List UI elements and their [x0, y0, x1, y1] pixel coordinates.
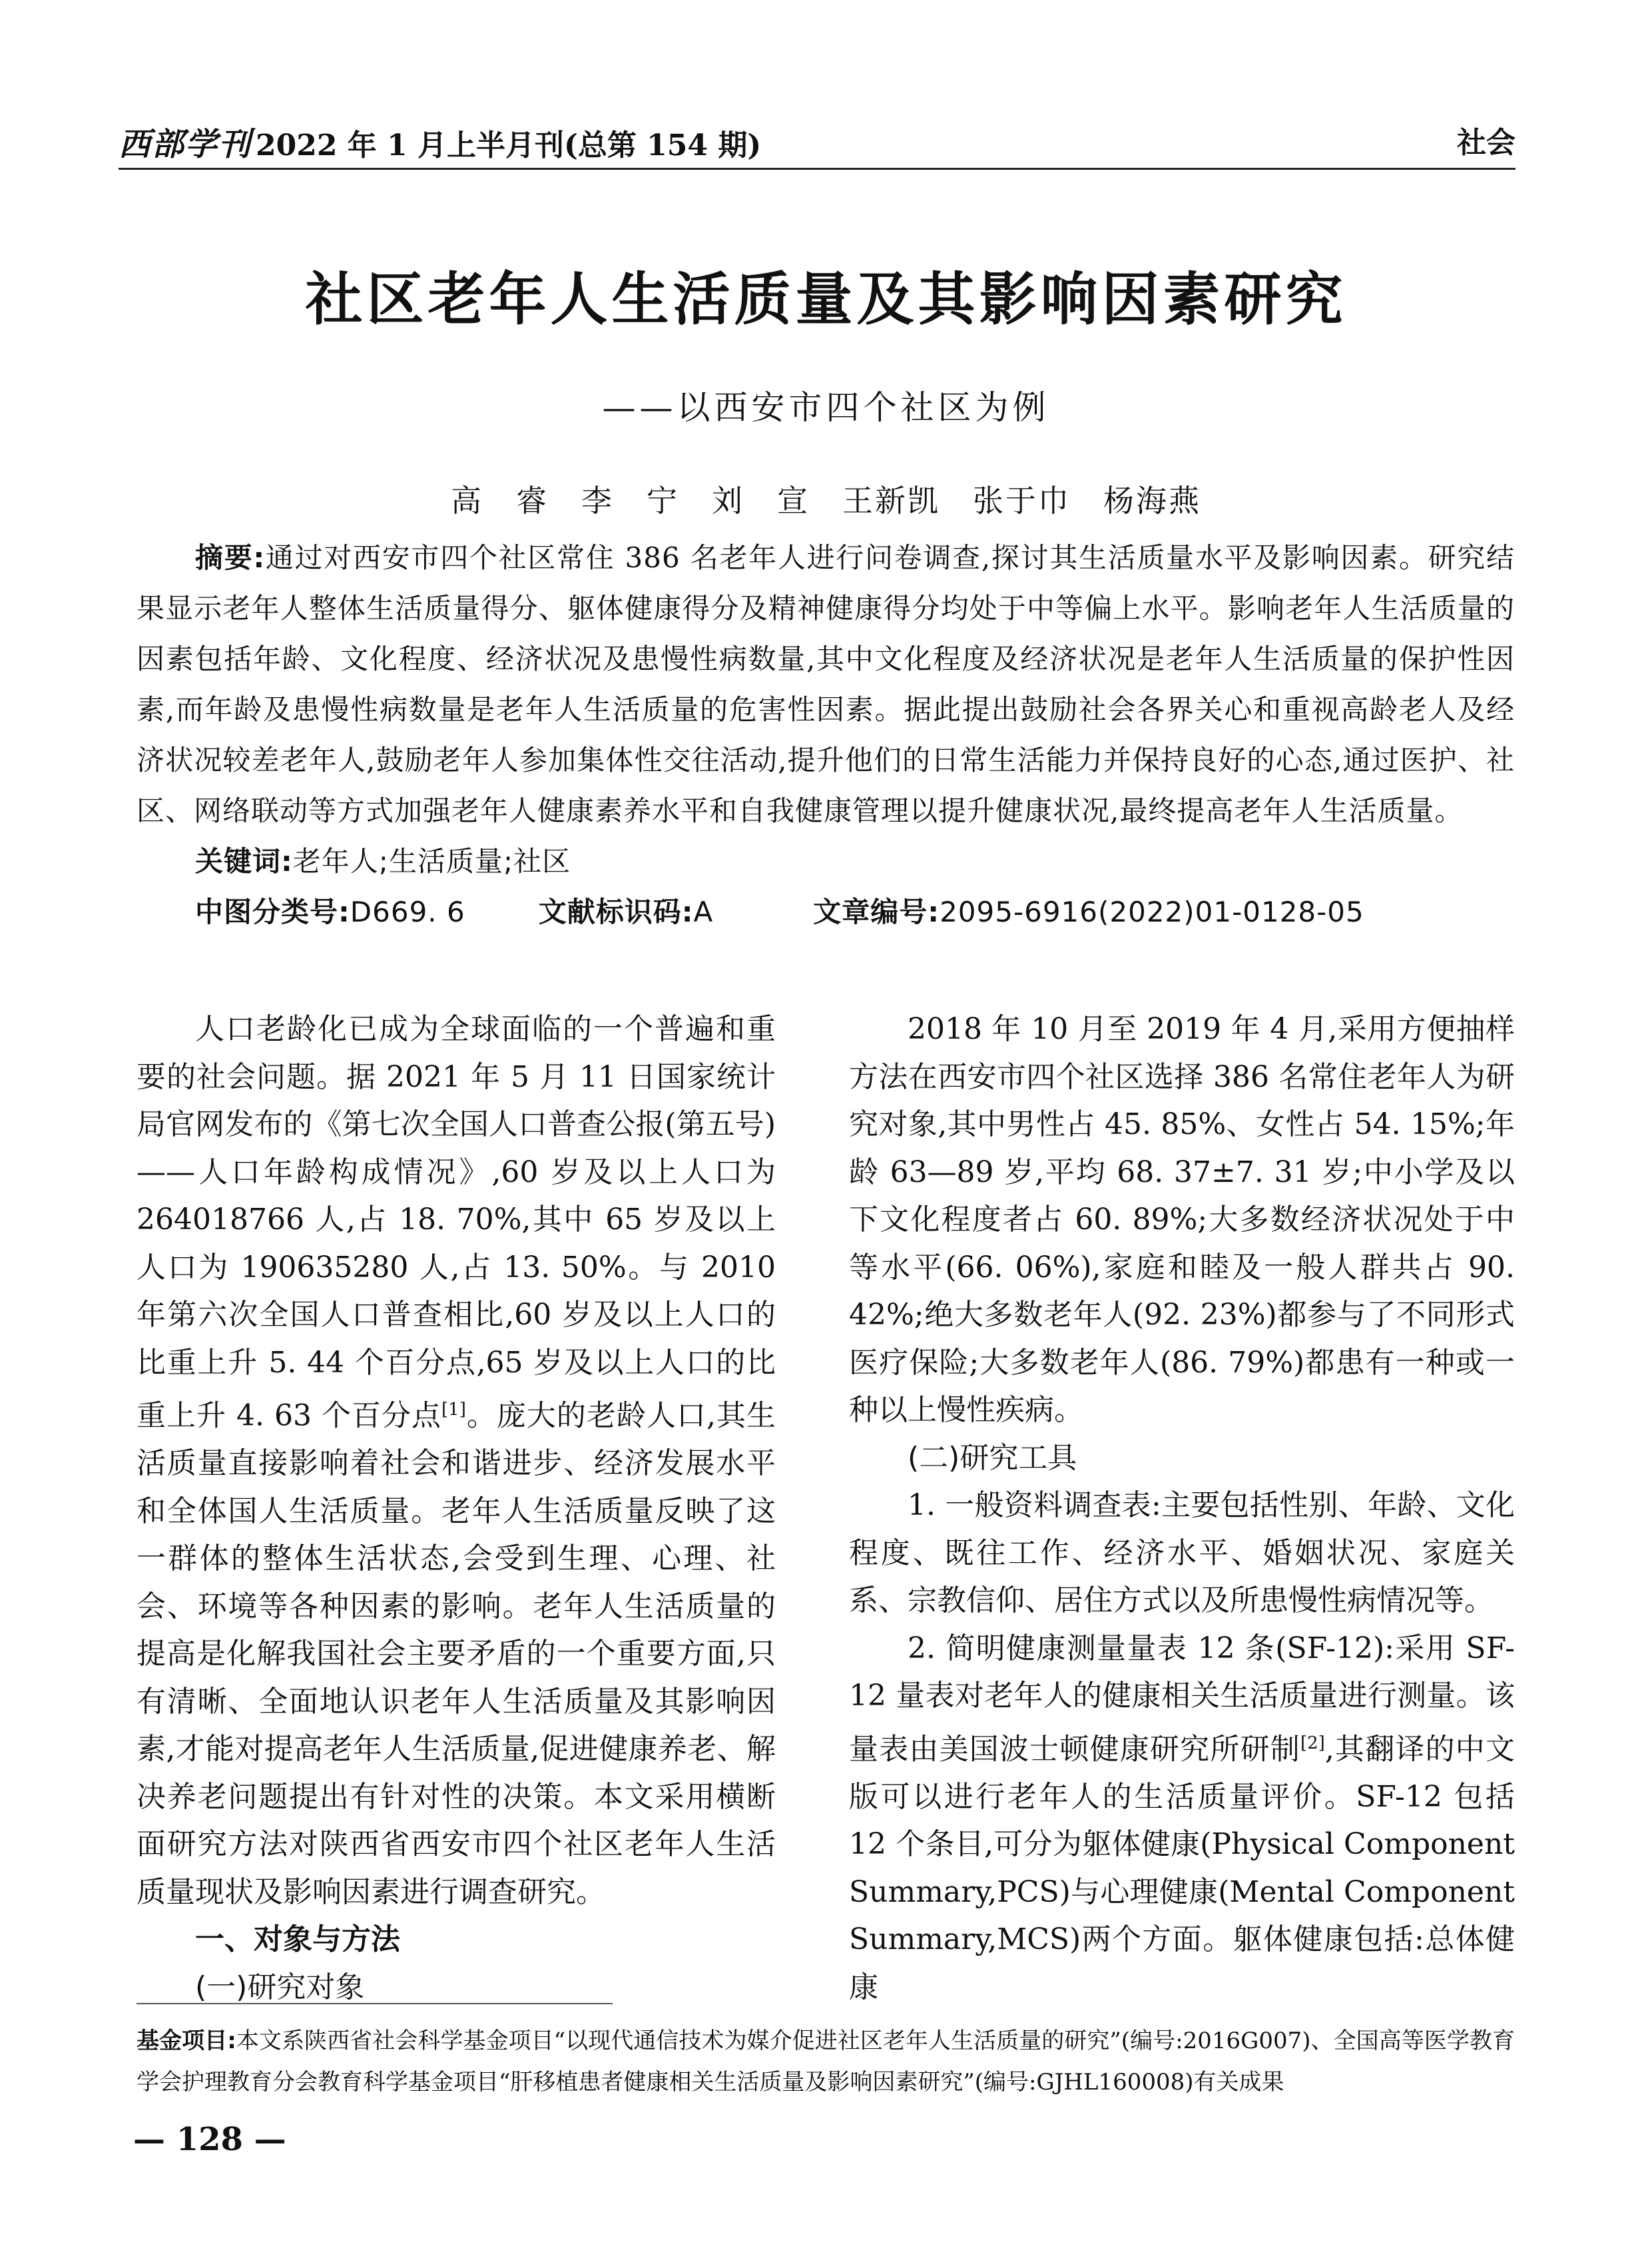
section-label: 社会 — [1457, 126, 1515, 160]
doc-code-label: 文献标识码: — [538, 896, 694, 928]
abstract-block — [137, 533, 1515, 938]
journal-header — [119, 119, 761, 164]
footnote-label: 基金项目: — [137, 2028, 236, 2054]
article-authors: 高 睿 李 宁 刘 宣 王新凯 张于巾 杨海燕 — [451, 483, 1201, 519]
keywords-text: 老年人;生活质量;社区 — [292, 845, 571, 878]
intro-text: 人口老龄化已成为全球面临的一个普遍和重要的社会问题。据 2021 年 5 月 11 日国家统计局官网发布的《第七次全国人口普查公报(第五号)——人口年龄构成情况》,60 岁及以上人口为 264018766 人,占 18. 70%,其中 65 岁及以上人口为 190635280 人,占 13. 50%。与 2010 年第六次全国人口普查相比,60 岁及以上人口的比重上升 5. 44 个百分点,65 岁及以上人口的比重上升 4. 63 个百分点 — [137, 1012, 776, 1433]
subsection-heading-2: (二)研究工具 — [908, 1440, 1077, 1475]
abstract-text: 通过对西安市四个社区常住 386 名老年人进行问卷调查,探讨其生活质量水平及影响因素。研究结果显示老年人整体生活质量得分、躯体健康得分及精神健康得分均处于中等偏上水平。影响老年人生活质量的因素包括年龄、文化程度、经济状况及患慢性病数量,其中文化程度及经济状况是老年人生活质量的保护性因素,而年龄及患慢性病数量是老年人生活质量的危害性因素。据此提出鼓励社会各界关心和重视高龄老人及经济状况较差老年人,鼓励老年人参加集体性交往活动,提升他们的日常生活能力并保持良好的心态,通过医护、社区、网络联动等方式加强老年人健康素养水平和自我健康管理以提升健康状况,最终提高老年人生活质量。 — [137, 541, 1515, 827]
clc-value: D669. 6 — [350, 896, 465, 928]
tool-2-text: 2. 简明健康测量量表 12 条(SF-12):采用 SF-12 量表对老年人的健康相关生活质量进行测量。该量表由美国波士顿健康研究所研制 — [849, 1631, 1515, 1767]
right-column — [849, 1005, 1515, 2011]
intro-text-tail: 。庞大的老龄人口,其生活质量直接影响着社会和谐进步、经济发展水平和全体国人生活质量。老年人生活质量反映了这一群体的整体生活状态,会受到生理、心理、社会、环境等各种因素的影响。老年人生活质量的提高是化解我国社会主要矛盾的一个重要方面,只有清晰、全面地认识老年人生活质量及其影响因素,才能对提高老年人生活质量,促进健康养老、解决养老问题提出有针对性的决策。本文采用横断面研究方法对陕西省西安市四个社区老年人生活质量现状及影响因素进行调查研究。 — [137, 1398, 776, 1909]
keywords-label: 关键词: — [195, 845, 293, 878]
article-number-label: 文章编号: — [813, 896, 940, 928]
article-subtitle: ——以西安市四个社区为例 — [602, 388, 1050, 427]
subjects-paragraph: 2018 年 10 月至 2019 年 4 月,采用方便抽样方法在西安市四个社区选择 386 名常住老年人为研究对象,其中男性占 45. 85%、女性占 54. 15%;年龄 63—89 岁,平均 68. 37±7. 31 岁;中小学及以下文化程度者占 60. 89%;大多数经济状况处于中等水平(66. 06%),家庭和睦及一般人群共占 90. 42%;绝大多数老年人(92. 23%)都参与了不同形式医疗保险;大多数老年人(86. 79%)都患有一种或一种以上慢性疾病。 — [849, 1012, 1515, 1427]
classification-line — [137, 887, 1515, 938]
article-number-value: 2095-6916(2022)01-0128-05 — [940, 896, 1364, 928]
reference-2: [2] — [1300, 1733, 1325, 1753]
tool-2-paragraph — [849, 1625, 1515, 2012]
section-heading-1: 一、对象与方法 — [195, 1922, 400, 1957]
tool-2-text-tail: ,其翻译的中文版可以进行老年人的生活质量评价。SF-12 包括 12 个条目,可分为躯体健康(Physical Component Summary,PCS)与心理健康(Mental Component Summary,MCS)两个方面。躯体健康包括:总体健康 — [849, 1732, 1515, 2004]
left-column — [137, 1005, 776, 2011]
funding-footnote — [137, 2020, 1515, 2103]
abstract-label: 摘要: — [195, 541, 266, 574]
tool-1-paragraph: 1. 一般资料调查表:主要包括性别、年龄、文化程度、既往工作、经济水平、婚姻状况、家庭关系、宗教信仰、居住方式以及所患慢性病情况等。 — [849, 1488, 1515, 1617]
article-title: 社区老年人生活质量及其影响因素研究 — [305, 266, 1347, 333]
keywords-line — [137, 836, 1515, 887]
journal-logo: 西部学刊 — [119, 126, 252, 163]
footnote-text: 本文系陕西省社会科学基金项目“以现代通信技术为媒介促进社区老年人生活质量的研究”(编号:2016G007)、全国高等医学教育学会护理教育分会教育科学基金项目“肝移植患者健康相关生活质量及影响因素研究”(编号:GJHL160008)有关成果 — [137, 2028, 1515, 2096]
header-divider — [119, 168, 1515, 170]
clc-label: 中图分类号: — [195, 896, 350, 928]
reference-1: [1] — [441, 1400, 466, 1420]
subsection-heading-1: (一)研究对象 — [195, 1970, 365, 2004]
abstract-paragraph — [137, 533, 1515, 836]
footnote-divider — [137, 2003, 613, 2004]
doc-code-value: A — [693, 896, 714, 928]
page-number: — 128 — — [133, 2121, 286, 2158]
intro-paragraph — [137, 1005, 776, 1916]
issue-info: 2022 年 1 月上半月刊(总第 154 期) — [256, 129, 762, 162]
